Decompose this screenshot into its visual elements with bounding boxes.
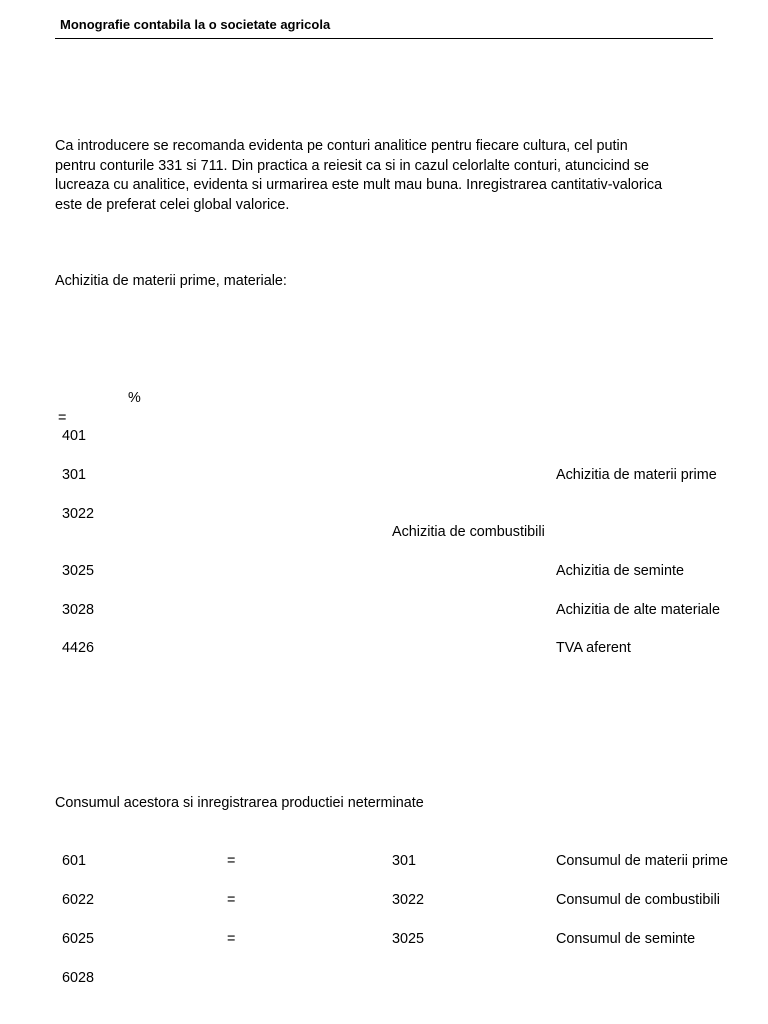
account-number: 4426	[62, 640, 95, 656]
debit-account: 6022	[62, 892, 95, 908]
equals-sign: =	[58, 410, 67, 426]
intro-line: lucreaza cu analitice, evidenta si urmarirea este mult mau buna. Inregistrarea cantitativ-valorica	[55, 177, 663, 193]
equals-sign: =	[227, 892, 236, 908]
debit-account: 6028	[62, 970, 95, 986]
debit-account: 6025	[62, 931, 95, 947]
section-heading-acquisition: Achizitia de materii prime, materiale:	[55, 273, 287, 289]
credit-account: 401	[62, 428, 87, 444]
document-title: Monografie contabila la o societate agricola	[60, 17, 331, 32]
page-header	[55, 16, 713, 39]
entry-description: Achizitia de seminte	[556, 563, 684, 579]
percent-sign: %	[128, 390, 141, 406]
equals-sign: =	[227, 931, 236, 947]
entry-description: Consumul de combustibili	[556, 892, 720, 908]
intro-line: pentru conturile 331 si 711. Din practica a reiesit ca si in cazul celorlalte conturi, atuncicind se	[55, 157, 650, 174]
entry-description: Achizitia de combustibili	[392, 524, 545, 540]
account-number: 3025	[62, 563, 95, 579]
credit-account: 3025	[392, 931, 425, 947]
entry-description: Consumul de seminte	[556, 931, 696, 947]
entry-description: Achizitia de materii prime	[556, 467, 717, 483]
intro-paragraph	[55, 137, 725, 215]
account-number: 3022	[62, 506, 95, 522]
equals-sign: =	[227, 853, 236, 869]
debit-account: 601	[62, 853, 87, 869]
entry-description: Consumul de materii prime	[556, 853, 728, 869]
credit-account: 3022	[392, 892, 425, 908]
intro-line: Ca introducere se recomanda evidenta pe conturi analitice pentru fiecare cultura, cel putin	[55, 138, 628, 154]
intro-line: este de preferat celei global valorice.	[55, 196, 290, 213]
account-number: 3028	[62, 602, 95, 618]
section-heading-consumption: Consumul acestora si inregistrarea productiei neterminate	[55, 795, 424, 811]
credit-account: 301	[392, 853, 417, 869]
entry-description: Achizitia de alte materiale	[556, 602, 720, 618]
account-number: 301	[62, 467, 87, 483]
entry-description: TVA aferent	[556, 640, 631, 656]
